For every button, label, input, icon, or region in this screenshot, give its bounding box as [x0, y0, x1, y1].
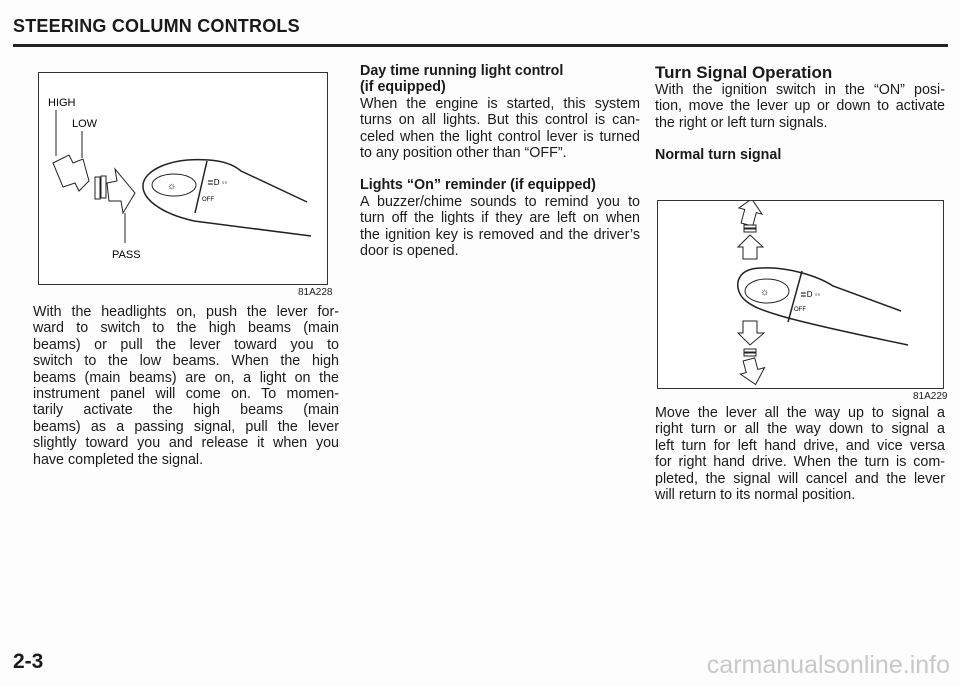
text-line: for right hand drive. When the turn is com- — [655, 454, 945, 471]
subheading: Normal turn signal — [655, 147, 782, 164]
section-heading: Day time running light control — [360, 63, 564, 79]
text-line: ward to switch to the high beams (main — [33, 320, 339, 337]
text-line: Move the lever all the way up to signal a — [655, 405, 945, 421]
text-line: When the engine is started, this system — [360, 95, 640, 112]
figure-caption: 81A229 — [913, 391, 948, 402]
turn-signal-illustration — [658, 201, 943, 388]
title-rule — [13, 44, 948, 47]
text-line: beams) or pull the lever toward you to — [33, 336, 339, 353]
text-line: the ignition key is removed and the driver’s — [360, 226, 640, 243]
text-line: With the headlights on, push the lever for- — [33, 304, 339, 320]
label-low: LOW — [72, 118, 98, 130]
text-line: to any position other than “OFF”. — [360, 145, 567, 162]
text-line: the right or left turn signals. — [655, 114, 828, 131]
text-line: tarily activate the high beams (main — [33, 402, 339, 419]
text-line: door is opened. — [360, 243, 459, 260]
label-high: HIGH — [48, 97, 76, 109]
text-line: turns on all lights. But this control is can- — [360, 112, 640, 129]
text-line: beams) as a passing signal, pull the lever — [33, 418, 339, 435]
light-icon: ☼ — [167, 181, 177, 192]
text-line: turn off the lights if they are left on when — [360, 210, 640, 227]
text-line: right turn or all the way down to signal a — [655, 421, 945, 438]
turn-signal-section — [655, 64, 945, 164]
watermark: carmanualsonline.info — [706, 651, 950, 679]
headlamp-icon: ≣D ◦◦ — [800, 290, 821, 299]
text-line: instrument panel will come on. To momen- — [33, 386, 339, 403]
high-low-beam-text — [33, 304, 339, 468]
label-off: OFF — [794, 307, 806, 313]
label-off: OFF — [202, 197, 214, 203]
drl-section — [360, 63, 640, 259]
light-icon: ☼ — [760, 287, 770, 298]
figure-headlight-lever — [38, 72, 328, 285]
figure-turn-signal — [657, 200, 944, 389]
text-line: switch to the low beams. When the high — [33, 353, 339, 370]
text-line: beams (main beams) are on, a light on the — [33, 369, 339, 386]
headlight-lever-illustration — [39, 73, 327, 284]
section-heading: Turn Signal Operation — [655, 63, 833, 82]
text-line: tion, move the lever up or down to activate — [655, 98, 945, 115]
section-heading: Lights “On” reminder (if equipped) — [360, 177, 596, 194]
text-line: celed when the light control lever is turned — [360, 128, 640, 145]
section-heading: (if equipped) — [360, 79, 446, 96]
text-line: will return to its normal position. — [655, 487, 856, 504]
text-line: A buzzer/chime sounds to remind you to — [360, 193, 640, 210]
figure-caption: 81A228 — [298, 287, 333, 298]
headlamp-icon: ≣D ◦◦ — [207, 178, 228, 187]
label-pass: PASS — [112, 249, 141, 261]
text-line: have completed the signal. — [33, 451, 204, 468]
turn-signal-text — [655, 405, 945, 503]
text-line: With the ignition switch in the “ON” posi- — [655, 82, 945, 98]
page-title: STEERING COLUMN CONTROLS — [13, 16, 300, 36]
text-line: pleted, the signal will cancel and the lever — [655, 470, 945, 487]
text-line: left turn for left hand drive, and vice versa — [655, 437, 945, 454]
page-number: 2-3 — [13, 650, 44, 673]
text-line: slightly toward you and release it when you — [33, 435, 339, 452]
